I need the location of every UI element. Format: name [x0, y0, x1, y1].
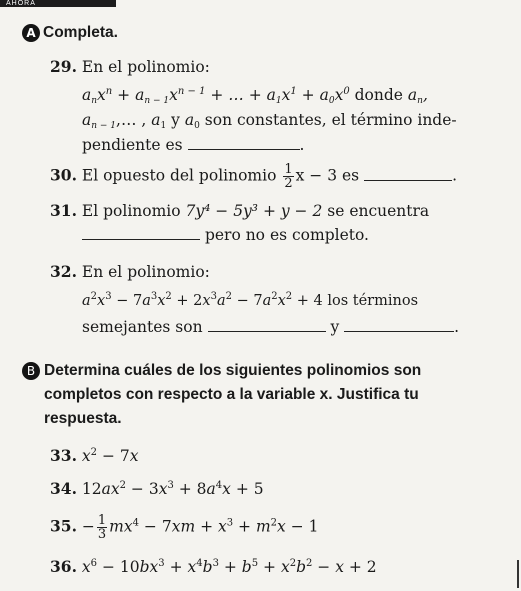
question-31 [50, 201, 429, 220]
question-number: 33. [50, 446, 77, 465]
question-text: y [330, 318, 340, 336]
question-number: 31. [50, 201, 77, 220]
question-text: pendiente es [82, 136, 183, 154]
question-35: 35. − $\frac{1}{3}$ $mx^4 - 7xm + x^3 + m^2x - 1$ [50, 513, 319, 542]
question-34: 34. $12ax^2 - 3x^3 + 8a^4x + 5$ [50, 479, 264, 498]
question-number: 30. [50, 165, 77, 185]
question-text: pero no es completo. [204, 226, 369, 244]
question-31-line2 [82, 226, 369, 244]
fraction-denominator: 2 [284, 176, 293, 191]
polynomial-expression: 7y⁴ − 5y³ + y − 2 [185, 202, 323, 220]
section-2-heading-line3: respuesta. [44, 410, 122, 427]
question-number: 29. [50, 57, 77, 76]
question-text: semejantes son [82, 318, 203, 336]
question-29-line4: pendiente es . [82, 136, 305, 154]
question-32-intro [50, 262, 210, 281]
question-text: El opuesto del polinomio [81, 166, 277, 185]
section-b-icon: B [22, 362, 40, 380]
question-number: 32. [50, 262, 77, 281]
question-29-intro [50, 57, 210, 76]
answer-blank[interactable] [82, 238, 200, 240]
question-text: En el polinomio: [81, 58, 210, 76]
section-2-heading-line2: completos con respecto a la variable x. Justifica tu [44, 386, 419, 403]
question-32-polynomial: $a^2x^3 - 7a^3x^2 + 2x^3a^2 - 7a^2x^2 + 4$ los términos [82, 291, 419, 309]
question-text: los términos [327, 293, 419, 309]
page-edge [517, 560, 519, 588]
question-text: son constantes, el término inde- [204, 111, 457, 129]
section-completa-heading [22, 24, 118, 42]
section-2-heading-line1: Determina cuáles de los siguientes polinomios son [44, 362, 422, 379]
question-text: El polinomio [81, 202, 181, 220]
fraction-numerator: 1 [284, 162, 293, 177]
answer-blank[interactable] [208, 330, 326, 332]
fraction [283, 163, 293, 190]
question-number: 34. [50, 479, 77, 498]
question-29-polynomial: $a_nx^n + a_{n - 1}x^{n - 1}$ + … + $a_1x^1 + a_0x^0$ donde $a_n$, [82, 86, 428, 106]
question-text: se encuentra [327, 202, 430, 220]
section-title: Completa. [43, 24, 118, 41]
question-33: 33. $x^2 - 7x$ [50, 446, 139, 465]
question-32-line3: semejantes son y . [82, 318, 460, 336]
question-text: donde [354, 86, 403, 104]
section-a-icon: A [22, 24, 40, 42]
question-30: 30. El opuesto del polinomio $\frac{1}{2}$ x − 3 es . [50, 162, 457, 191]
answer-blank[interactable] [364, 179, 452, 181]
answer-blank[interactable] [344, 330, 454, 332]
question-text: x − 3 es [295, 166, 360, 185]
question-36: 36. $x^6 - 10bx^3 + x^4b^3 + b^5 + x^2b^2 - x + 2$ [50, 557, 377, 576]
header-tab: AHORA [0, 0, 116, 7]
question-number: 36. [50, 557, 77, 576]
answer-blank[interactable] [188, 148, 300, 150]
fraction: $\frac{1}{3}$ [97, 513, 107, 542]
question-text: En el polinomio: [81, 263, 210, 281]
question-29-line3: $a_{n - 1},\dots$ , $a_1$ y $a_0$ son constantes, el término inde- [82, 111, 457, 131]
question-number: 35. [50, 516, 77, 536]
